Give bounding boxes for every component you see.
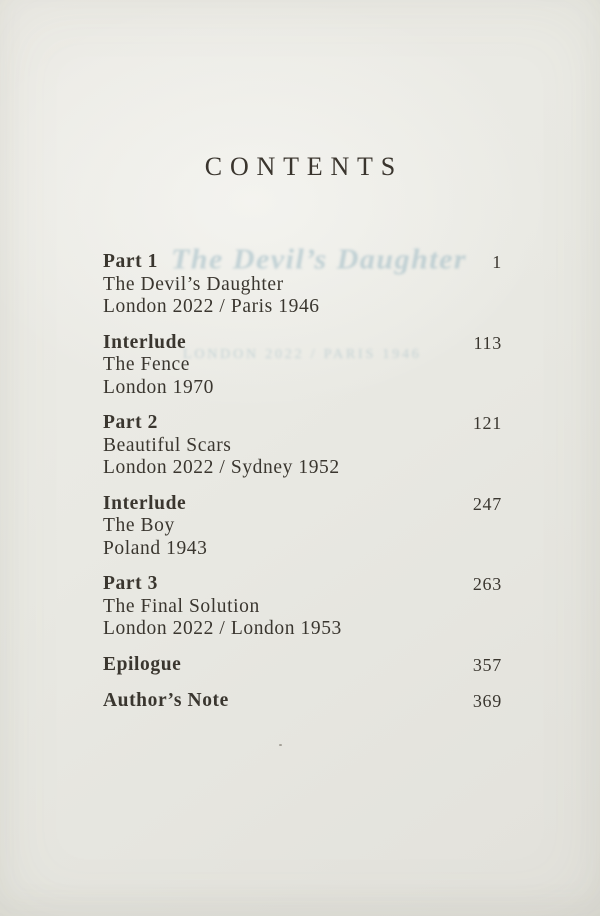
show-through-title: The Devil’s Daughter [171, 243, 468, 276]
show-through-subtitle: LONDON 2022 / PARIS 1946 [183, 347, 422, 362]
toc-entry-page-number: 1 [492, 252, 502, 272]
toc-entry-heading: Interlude [103, 492, 187, 514]
toc-entry-page-number: 263 [472, 574, 502, 594]
toc-entry [103, 573, 502, 641]
toc-entry-setting: London 1970 [103, 376, 214, 398]
toc-entry-setting: Poland 1943 [103, 537, 208, 559]
toc-entry-lines [103, 573, 342, 641]
toc-entry [103, 412, 502, 480]
toc-entry-setting: London 2022 / Sydney 1952 [103, 457, 340, 478]
page-title: CONTENTS [204, 152, 403, 181]
toc-entry-setting: London 2022 / London 1953 [103, 618, 342, 639]
toc-entry-heading: Author’s Note [103, 689, 229, 711]
table-of-contents [103, 251, 502, 726]
toc-entry-heading: Part 2 [103, 412, 158, 433]
toc-entry-page-number: 247 [472, 493, 502, 514]
toc-entry-lines [103, 493, 207, 561]
toc-entry-lines [103, 412, 340, 480]
toc-entry-heading: Part 1 [103, 251, 158, 272]
toc-entry-lines [103, 251, 320, 319]
toc-entry-subtitle: Beautiful Scars [103, 434, 232, 456]
toc-entry-heading: Interlude [103, 331, 187, 353]
toc-entry-lines [103, 332, 214, 400]
toc-entry [103, 493, 502, 561]
toc-entry-subtitle: The Fence [103, 354, 191, 375]
toc-entry-setting: London 2022 / Paris 1946 [103, 296, 320, 317]
toc-entry-page-number: 369 [472, 690, 502, 711]
toc-entry [103, 251, 502, 319]
toc-entry-subtitle: The Final Solution [103, 595, 260, 617]
toc-entry [103, 332, 502, 400]
toc-entry-heading: Part 3 [103, 573, 158, 594]
toc-entry-lines [103, 690, 229, 713]
toc-entry-subtitle: The Devil’s Daughter [103, 273, 284, 295]
toc-entry [103, 654, 502, 677]
toc-entry-page-number: 113 [473, 332, 502, 353]
toc-entry-page-number: 357 [472, 654, 502, 675]
toc-entry-subtitle: The Boy [103, 515, 175, 536]
toc-entry-page-number: 121 [472, 413, 502, 433]
toc-entry-heading: Epilogue [103, 653, 182, 675]
toc-entry-lines [103, 654, 181, 677]
toc-entry [103, 690, 502, 713]
paper-speck [279, 744, 282, 746]
